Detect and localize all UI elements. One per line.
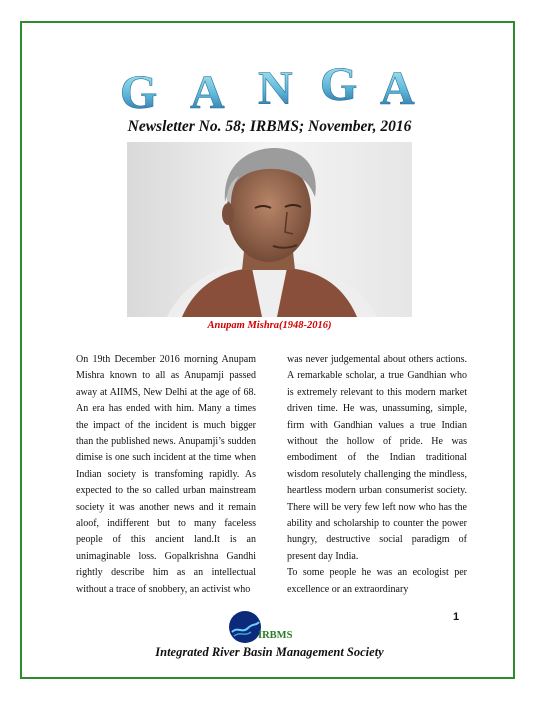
article-paragraph: was never judgemental about others actions. A remarkable scholar, a true Gandhian who is extremely relevant to this modern market driven time. He was, unassuming, simple, firm with Gandhian values a true Indian without the hollow of pride. He was embodiment of the Indian traditional wisdom resolutely challenging the mindless, heartless modern urban consumerist society. There will be very few left now who has the ability and scholarship to counter the power hungry, destructive social paradigm of present day India. — [287, 354, 467, 562]
article-paragraph: On 19th December 2016 morning Anupam Mishra known to all as Anupamji passed away at AIIMS, New Delhi at the age of 68. An era has ended with him. Many a times the impact of the incident is much bigger than the published news. Anupamji’s sudden dimise is one such incident at the time when Indian society is transfoming rapidly. As expected to the so called urban mainstream society it was another news and it remain aloof, indifferent but to many faceless people of this ancient land.It is an unimaginable loss. Gopalkrishna Gandhi rightly describe him as an intellectual without a trace of snobbery, an activist who — [76, 354, 256, 595]
logo-text: IRBMS — [258, 630, 293, 641]
portrait-photo — [127, 142, 412, 317]
page-number: 1 — [453, 611, 460, 623]
irbms-logo — [228, 610, 262, 644]
article-column-right — [287, 352, 467, 598]
article-paragraph: To some people he was an ecologist per excellence or an extraordinary — [287, 567, 467, 595]
photo-caption: Anupam Mishra(1948-2016) — [207, 320, 332, 331]
newsletter-subtitle: Newsletter No. 58; IRBMS; November, 2016 — [127, 118, 412, 135]
organization-name: Integrated River Basin Management Society — [155, 645, 384, 659]
masthead-letter: A — [190, 66, 225, 118]
masthead-letter: A — [380, 62, 415, 115]
article-column-left — [76, 352, 256, 598]
masthead-letter: G — [320, 62, 358, 111]
masthead-title — [0, 62, 539, 118]
masthead-letter: N — [258, 62, 293, 115]
masthead-letter: G — [120, 66, 158, 118]
